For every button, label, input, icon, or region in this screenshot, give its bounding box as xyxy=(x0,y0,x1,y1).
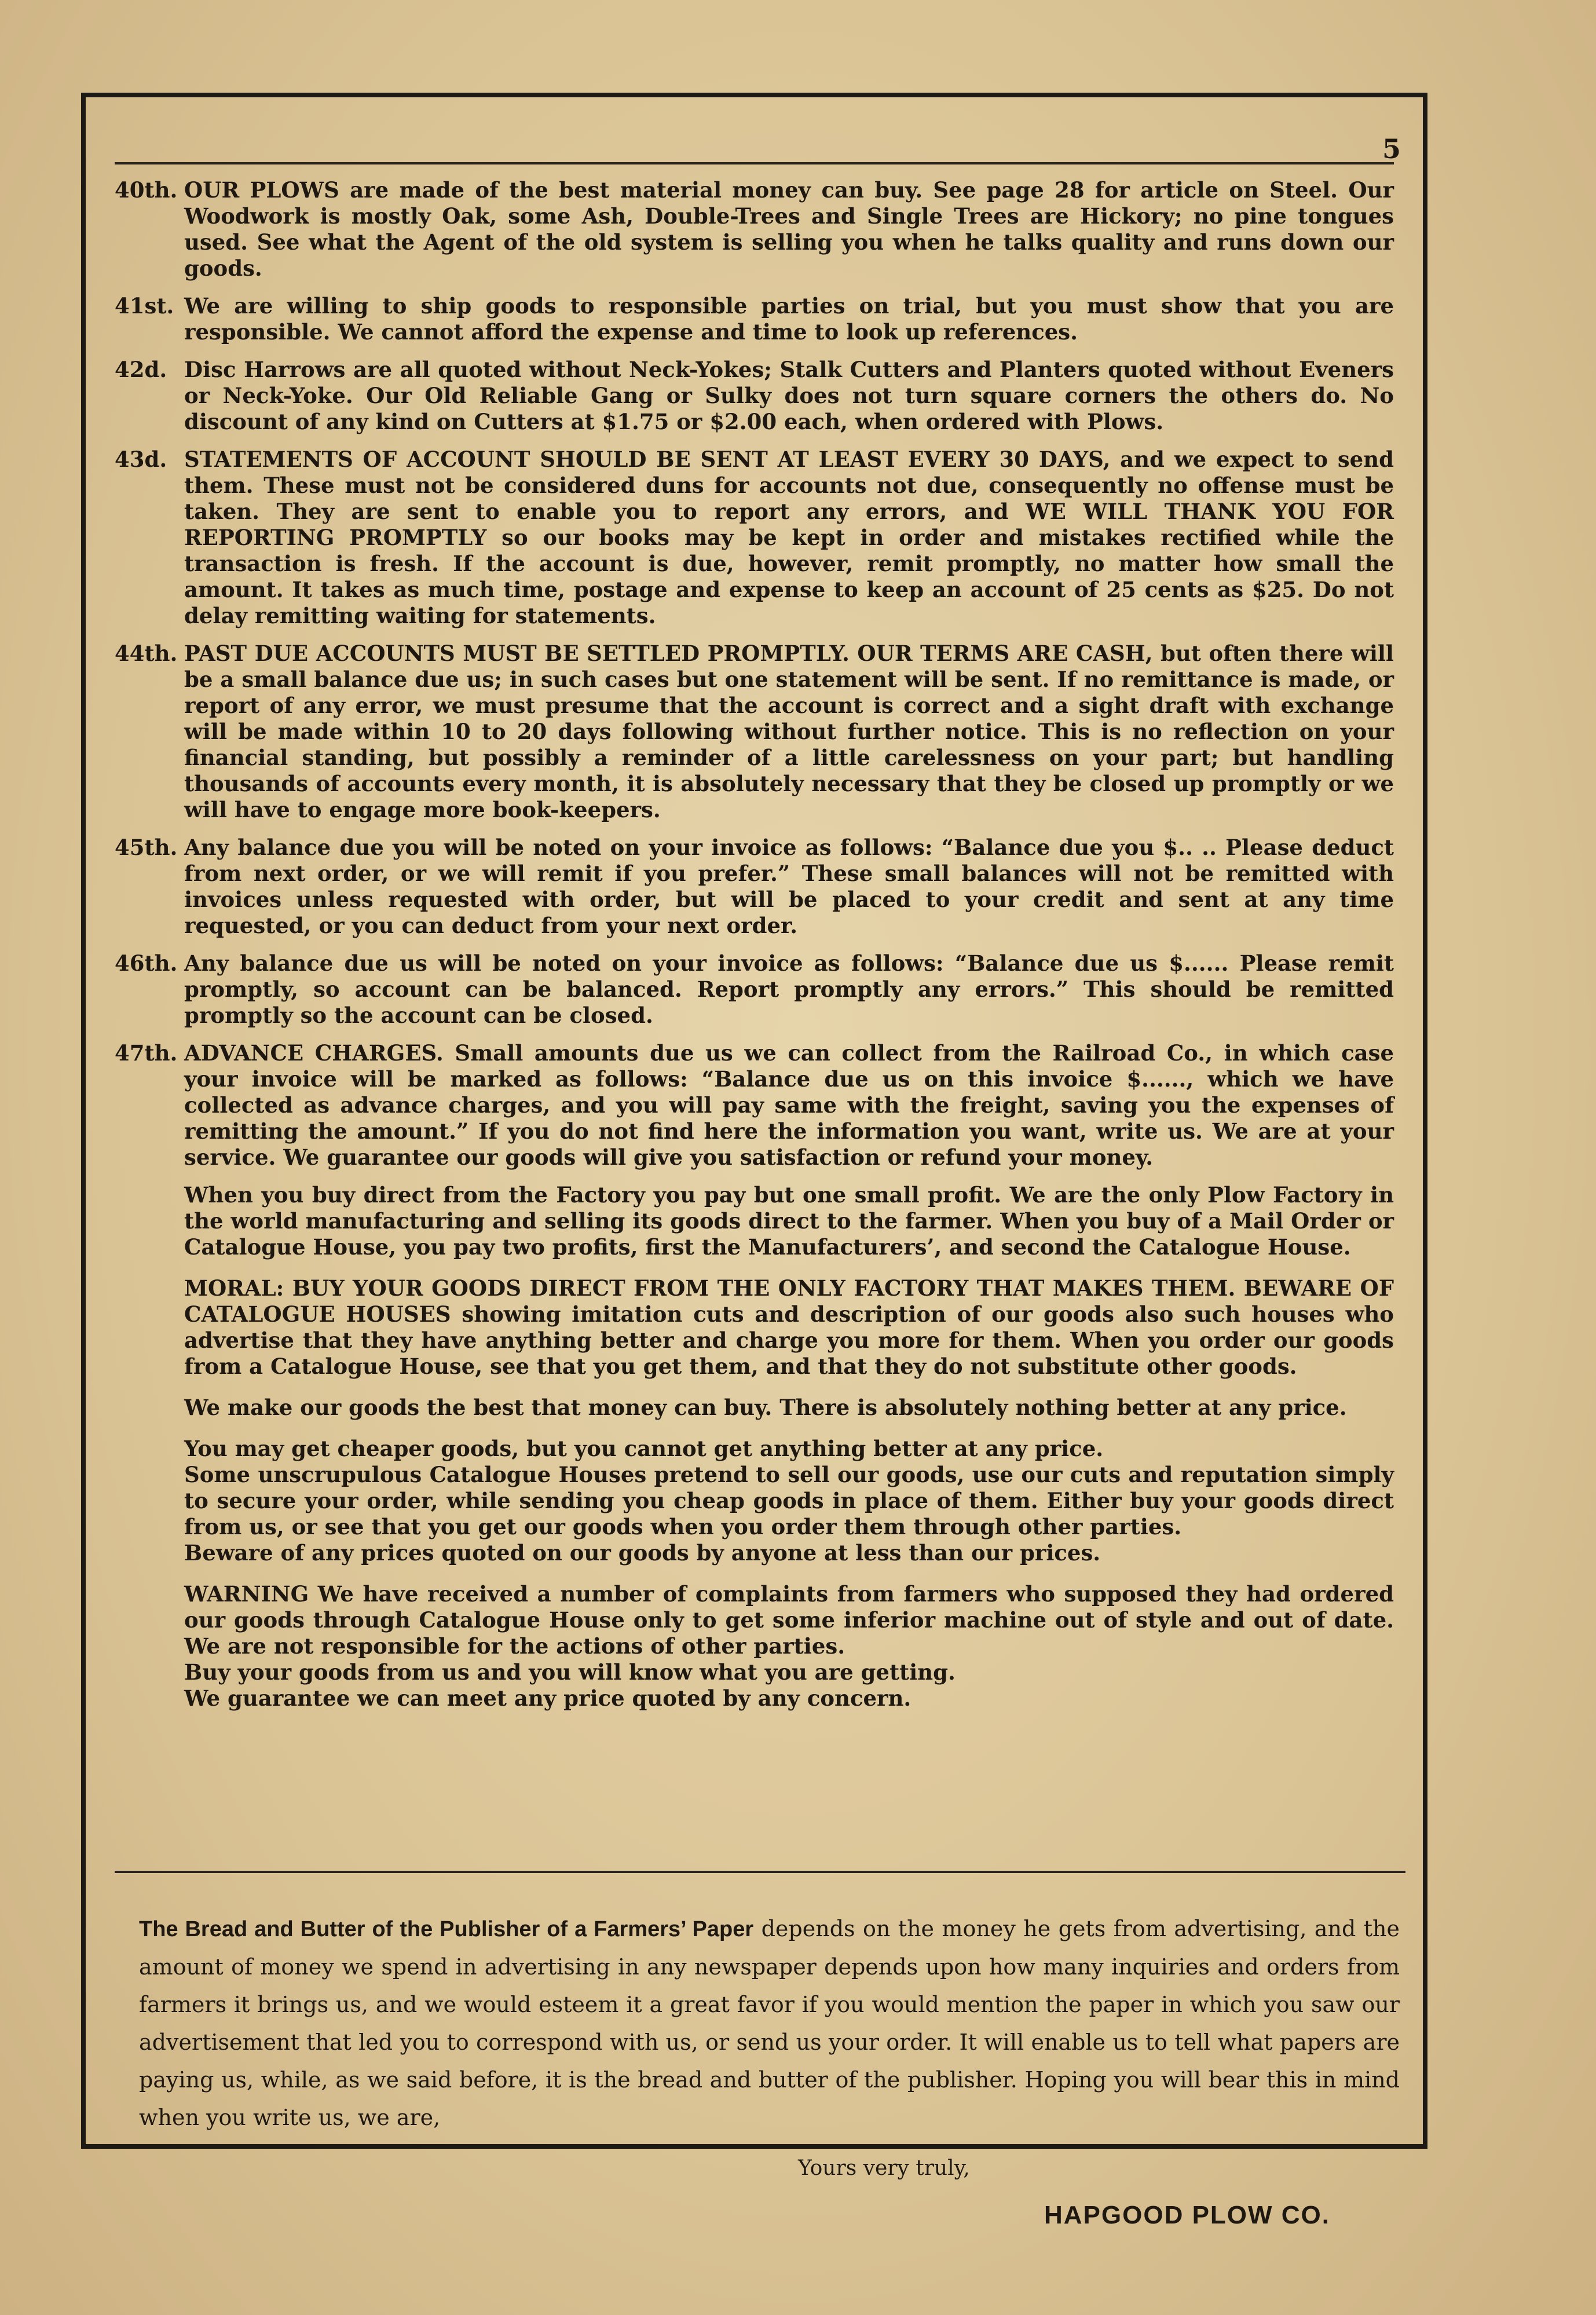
term-number: 40th. xyxy=(115,177,178,203)
term-item xyxy=(115,293,1394,345)
term-item xyxy=(115,950,1394,1029)
term-number: 44th. xyxy=(115,641,178,666)
term-text: Disc Harrows are all quoted without Neck-Yokes; Stalk Cutters and Planters quoted without Eveners or Neck-Yoke. Our Old Reliable Gang or Sulky does not turn square corners the others do. No discount of any kind on Cutters at $1.75 or $2.00 each, when ordered with Plows. xyxy=(184,357,1394,434)
term-text: STATEMENTS OF ACCOUNT SHOULD BE SENT AT LEAST EVERY 30 DAYS, and we expect to send them. These must not be considered duns for accounts not due, consequently no offense must be taken. They are sent to enable you to report any errors, and WE WILL THANK YOU FOR REPORTING PROMPTLY so our books may be kept in order and mistakes rectified while the transaction is fresh. If the account is due, however, remit promptly, no matter how small the amount. It takes as much time, postage and expense to keep an account of 25 cents as $25. Do not delay remitting waiting for statements. xyxy=(184,447,1394,628)
term-text: ADVANCE CHARGES. Small amounts due us we can collect from the Railroad Co., in which case your invoice will be marked as follows: “Balance due us on this invoice $......, which we have collected as advance charges, and you will pay same with the freight, saving you the expenses of remitting the amount.” If you do not find here the information you want, write us. We are at your service. We guarantee our goods will give you satisfaction or refund your money. xyxy=(184,1040,1394,1170)
term-item xyxy=(115,447,1394,629)
warning-paragraph xyxy=(115,1581,1394,1711)
page-number: 5 xyxy=(1382,133,1401,164)
term-text: We are willing to ship goods to responsible parties on trial, but you must show that you are responsible. We cannot afford the expense and time to look up references. xyxy=(184,293,1394,345)
term-text: Any balance due you will be noted on your invoice as follows: “Balance due you $.. .. Please deduct from next order, or we will remit if you prefer.” These small balances will not be remitted with invoices unless requested with order, but will be placed to your credit and sent at any time requested, or you can deduct from your next order. xyxy=(184,835,1394,938)
term-number: 45th. xyxy=(115,835,178,860)
section-divider xyxy=(115,1871,1405,1873)
page-border xyxy=(81,93,1427,2229)
paragraph-line: MORAL: BUY YOUR GOODS DIRECT FROM THE ONLY FACTORY THAT MAKES THEM. BEWARE OF CATALOGUE HOUSES showing imitation cuts and description of our goods also such houses who advertise that they have anything better and charge you more for them. When you order our goods from a Catalogue House, see that you get them, and that they do not substitute other goods. xyxy=(184,1275,1394,1379)
term-number: 46th. xyxy=(115,950,178,976)
term-item xyxy=(115,357,1394,435)
factory-direct-paragraph xyxy=(115,1182,1394,1260)
quality-paragraph xyxy=(115,1395,1394,1421)
term-item xyxy=(115,1040,1394,1171)
term-item xyxy=(115,835,1394,939)
publisher-note-lead: The Bread and Butter of the Publisher of a Farmers’ Paper xyxy=(139,1917,754,1941)
term-text: Any balance due us will be noted on your invoice as follows: “Balance due us $...... Please remit promptly, so account can be balanced. Report promptly any errors.” This should be remitted promptly so the account can be closed. xyxy=(184,950,1394,1028)
term-item xyxy=(115,177,1394,281)
term-number: 43d. xyxy=(115,447,167,472)
company-signature: HAPGOOD PLOW CO. xyxy=(1044,2201,1330,2229)
term-number: 41st. xyxy=(115,293,174,319)
moral-paragraph xyxy=(115,1275,1394,1380)
paragraph-line: We make our goods the best that money can buy. There is absolutely nothing better at any price. xyxy=(184,1395,1347,1420)
paragraph-line: WARNING We have received a number of complaints from farmers who supposed they had ordered our goods through Catalogue House only to get some inferior machine out of style and out of date. We are not responsible for the actions of other parties. xyxy=(184,1581,1394,1659)
paragraph-line: Buy your goods from us and you will know what you are getting. xyxy=(184,1659,956,1685)
term-item xyxy=(115,641,1394,823)
term-number: 47th. xyxy=(115,1040,178,1066)
paragraph-line: Some unscrupulous Catalogue Houses pretend to sell our goods, use our cuts and reputation simply to secure your order, while sending you cheap goods in place of them. Either buy your goods direct from us, or see that you get our goods when you order them through other parties. xyxy=(184,1462,1394,1539)
closing-regards: Yours very truly, xyxy=(798,2156,970,2180)
publisher-note-body: depends on the money he gets from advertising, and the amount of money we spend in advertising in any newspaper depends upon how many inquiries and orders from farmers it brings us, and we would esteem it a great favor if you would mention the paper in which you saw our advertisement that led you to correspond with us, or send us your order. It will enable us to tell what papers are paying us, while, as we said before, it is the bread and butter of the publisher. Hoping you will bear this in mind when you write us, we are, xyxy=(139,1916,1400,2130)
term-number: 42d. xyxy=(115,357,167,382)
paragraph-line: Beware of any prices quoted on our goods by anyone at less than our prices. xyxy=(184,1540,1101,1566)
term-text: OUR PLOWS are made of the best material money can buy. See page 28 for article on Steel. Our Woodwork is mostly Oak, some Ash, Double-Trees and Single Trees are Hickory; no pine tongues used. See what the Agent of the old system is selling you when he talks quality and runs down our goods. xyxy=(184,177,1394,281)
term-text: PAST DUE ACCOUNTS MUST BE SETTLED PROMPTLY. OUR TERMS ARE CASH, but often there will be a small balance due us; in such cases but one statement will be sent. If no remittance is made, or report of any error, we must presume that the account is correct and a sight draft with exchange will be made within 10 to 20 days following without further notice. This is no reflection on your financial standing, but possibly a reminder of a little carelessness on your part; but handling thousands of accounts every month, it is absolutely necessary that they be closed up promptly or we will have to engage more book-keepers. xyxy=(184,641,1394,822)
paragraph-line: We guarantee we can meet any price quoted by any concern. xyxy=(184,1685,912,1711)
cheaper-goods-paragraph xyxy=(115,1436,1394,1566)
top-divider xyxy=(115,162,1394,164)
publisher-note xyxy=(139,1910,1400,2137)
paragraph-line: You may get cheaper goods, but you cannot get anything better at any price. xyxy=(184,1436,1104,1461)
paragraph-line: When you buy direct from the Factory you pay but one small profit. We are the only Plow Factory in the world manufacturing and selling its goods direct to the farmer. When you buy of a Mail Order or Catalogue House, you pay two profits, first the Manufacturers’, and second the Catalogue House. xyxy=(184,1182,1394,1260)
terms-list xyxy=(115,177,1394,1727)
